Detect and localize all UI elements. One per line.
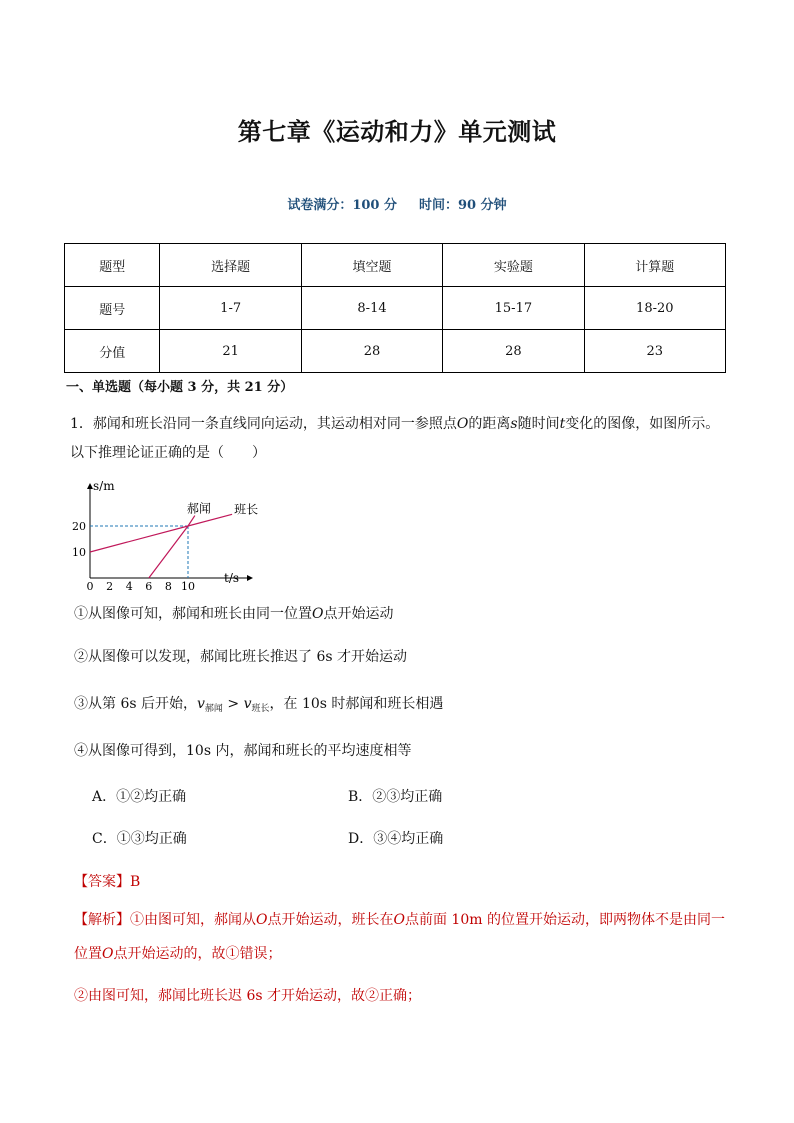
x-axis-label: t/s	[224, 571, 240, 585]
answer-tag: 【答案】	[74, 874, 130, 890]
question-1-prompt: 以下推理论证正确的是（ ）	[70, 445, 266, 461]
y-tick-label: 20	[72, 520, 86, 533]
x-tick-label: 10	[181, 580, 195, 593]
analysis-line-3: ②由图可知，郝闻比班长迟 6s 才开始运动，故②正确；	[74, 988, 421, 1004]
exam-info	[0, 194, 794, 213]
answer-line	[74, 871, 140, 891]
y-axis-label: s/m	[93, 479, 115, 493]
exam-time: 时间：90 分钟	[419, 198, 507, 213]
table-cell: 28	[301, 330, 442, 373]
series-line-1	[90, 514, 232, 552]
analysis-line-1: 【解析】①由图可知，郝闻从O点开始运动，班长在O点前面 10m 的位置开始运动，即两物体不是由同一	[74, 912, 725, 928]
statement-4: ④从图像可得到，10s 内，郝闻和班长的平均速度相等	[74, 743, 412, 759]
statement-3: ③从第 6s 后开始，$v_{郝闻} > v_{班长}$，在 10s 时郝闻和班长相遇	[74, 696, 444, 714]
x-tick-label: 0	[86, 580, 94, 593]
table-cell: 题号	[65, 287, 160, 330]
page-title: 第七章《运动和力》单元测试	[237, 118, 557, 146]
table-row	[65, 287, 726, 330]
table-cell: 21	[160, 330, 301, 373]
x-tick-label: 4	[125, 580, 133, 593]
table-cell: 8-14	[301, 287, 442, 330]
statement-1: ①从图像可知，郝闻和班长由同一位置O点开始运动	[74, 606, 394, 622]
table-row	[65, 244, 726, 287]
table-cell: 18-20	[584, 287, 725, 330]
question-1-stem: 1．郝闻和班长沿同一条直线同向运动，其运动相对同一参照点O的距离s随时间t变化的图像，如图所示。	[70, 416, 720, 432]
option-c[interactable]: C．①③均正确	[92, 831, 187, 847]
section-heading: 一、单选题（每小题 3 分，共 21 分）	[66, 380, 294, 395]
option-a[interactable]: A．①②均正确	[92, 789, 187, 805]
x-tick-label: 2	[106, 580, 114, 593]
option-d[interactable]: D．③④均正确	[348, 831, 444, 847]
series-label-1: 班长	[234, 502, 259, 517]
distance-time-chart	[70, 478, 260, 593]
table-cell: 15-17	[443, 287, 584, 330]
x-tick-label: 6	[145, 580, 153, 593]
x-tick-label: 8	[164, 580, 172, 593]
table-cell: 1-7	[160, 287, 301, 330]
table-cell: 分值	[65, 330, 160, 373]
statement-2: ②从图像可以发现，郝闻比班长推迟了 6s 才开始运动	[74, 649, 407, 665]
table-cell: 题型	[65, 244, 160, 287]
table-cell: 实验题	[443, 244, 584, 287]
table-cell: 28	[443, 330, 584, 373]
score-table	[64, 243, 726, 373]
series-label-0: 郝闻	[186, 501, 211, 516]
table-cell: 填空题	[301, 244, 442, 287]
table-row	[65, 330, 726, 373]
table-cell: 选择题	[160, 244, 301, 287]
option-b[interactable]: B．②③均正确	[348, 789, 443, 805]
analysis-line-2: 位置O点开始运动的，故①错误；	[74, 946, 282, 962]
answer-value: B	[130, 874, 141, 890]
y-tick-label: 10	[72, 546, 86, 559]
full-score: 试卷满分：100 分	[287, 198, 398, 213]
table-cell: 计算题	[584, 244, 725, 287]
table-cell: 23	[584, 330, 725, 373]
